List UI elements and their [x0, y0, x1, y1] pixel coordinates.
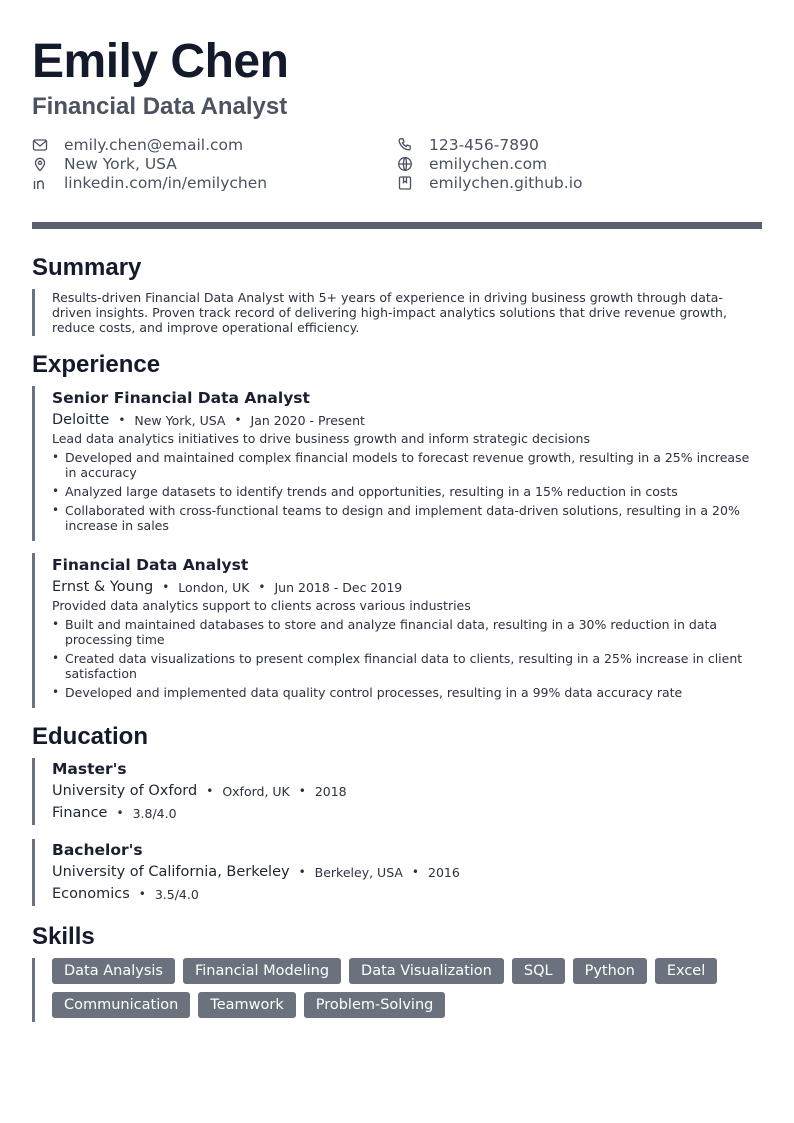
job-bullets: [52, 450, 762, 533]
job-meta: [52, 577, 762, 597]
education-entry: [32, 758, 762, 825]
field-of-study: Economics: [52, 886, 130, 902]
contact-website[interactable]: [397, 155, 762, 173]
header-divider: [32, 222, 762, 229]
job-bullet: • Created data visualizations to present complex financial data to clients, resulting in a 25% increase in client satisfaction: [52, 651, 762, 681]
candidate-name: Emily Chen: [32, 35, 289, 88]
skill-chip: Financial Modeling: [183, 958, 341, 984]
experience-section: [32, 350, 762, 708]
skill-chip: Python: [573, 958, 647, 984]
job-meta: [52, 410, 762, 430]
graduation-year: 2018: [314, 783, 347, 799]
skill-chip: Data Analysis: [52, 958, 175, 984]
job-bullet: • Built and maintained databases to store and analyze financial data, resulting in a 30% reduction in data processing time: [52, 617, 762, 647]
education-entry: [32, 839, 762, 906]
education-meta: [52, 781, 762, 801]
location-pin-icon: [32, 156, 48, 172]
job-location: New York, USA: [134, 412, 226, 428]
phone-icon: [397, 137, 413, 153]
skill-chip: Teamwork: [198, 992, 295, 1018]
resume-page: [32, 34, 762, 1022]
summary-block: [32, 289, 762, 336]
mail-icon: [32, 137, 48, 153]
job-bullet: • Developed and maintained complex financial models to forecast revenue growth, resulting in a 25% increase in accuracy: [52, 450, 762, 480]
degree: Bachelor's: [52, 841, 143, 859]
candidate-role: Financial Data Analyst: [32, 93, 288, 120]
skills-section: [32, 922, 762, 1022]
job-description: Provided data analytics support to clients across various industries: [52, 598, 471, 613]
education-field-meta: [52, 884, 762, 904]
education-meta: [52, 862, 762, 882]
skill-chip: Communication: [52, 992, 190, 1018]
job-bullet: • Developed and implemented data quality control processes, resulting in a 99% data accuracy rate: [52, 685, 762, 700]
contact-email[interactable]: [32, 136, 397, 154]
contact-github[interactable]: [397, 174, 762, 192]
school-name: University of Oxford: [52, 783, 198, 799]
separator-dot: •: [298, 784, 306, 798]
contact-phone-text: 123-456-7890: [429, 136, 539, 154]
contact-list: [32, 136, 762, 192]
job-bullet: • Collaborated with cross-functional teams to design and implement data-driven solutions, resulting in a 20% increase in sales: [52, 503, 762, 533]
separator-dot: •: [234, 413, 242, 427]
education-field-meta: [52, 803, 762, 823]
job-description: Lead data analytics initiatives to drive business growth and inform strategic decisions: [52, 431, 590, 446]
bookmark-icon: [397, 175, 413, 191]
degree: Master's: [52, 760, 127, 778]
job-location: London, UK: [178, 579, 250, 595]
job-dates: Jun 2018 - Dec 2019: [274, 579, 403, 595]
separator-dot: •: [298, 865, 306, 879]
contact-website-text: emilychen.com: [429, 155, 548, 173]
job-bullet: • Analyzed large datasets to identify trends and opportunities, resulting in a 15% reduction in costs: [52, 484, 762, 499]
job-title: Senior Financial Data Analyst: [52, 389, 310, 407]
skill-chip: Data Visualization: [349, 958, 504, 984]
summary-heading: Summary: [32, 254, 142, 281]
education-heading: Education: [32, 723, 149, 750]
school-name: University of California, Berkeley: [52, 864, 290, 880]
globe-icon: [397, 156, 413, 172]
job-company: Deloitte: [52, 412, 110, 428]
contact-github-text: emilychen.github.io: [429, 174, 583, 192]
contact-location-text: New York, USA: [64, 155, 177, 173]
summary-text: Results-driven Financial Data Analyst with 5+ years of experience in driving business growth through data-driven insights. Proven track record of delivering high-impact analytics solutions that drive revenue growth, reduce costs, and improve operational efficiency.: [52, 290, 727, 335]
skills-block: [32, 958, 762, 1022]
job-title: Financial Data Analyst: [52, 556, 249, 574]
separator-dot: •: [206, 784, 214, 798]
contact-location: [32, 155, 397, 173]
linkedin-icon: [32, 175, 48, 191]
field-of-study: Finance: [52, 805, 108, 821]
job-entry: [32, 553, 762, 708]
contact-email-text: emily.chen@email.com: [64, 136, 244, 154]
job-company: Ernst & Young: [52, 579, 154, 595]
separator-dot: •: [411, 865, 419, 879]
gpa: 3.5/4.0: [154, 886, 199, 902]
school-location: Oxford, UK: [222, 783, 290, 799]
separator-dot: •: [162, 580, 170, 594]
contact-phone[interactable]: [397, 136, 762, 154]
separator-dot: •: [258, 580, 266, 594]
graduation-year: 2016: [428, 864, 460, 880]
job-entry: [32, 386, 762, 541]
job-bullets: [52, 617, 762, 700]
school-location: Berkeley, USA: [314, 864, 403, 880]
skill-chip: SQL: [512, 958, 565, 984]
separator-dot: •: [118, 413, 126, 427]
experience-heading: Experience: [32, 351, 161, 378]
skills-list: [52, 958, 762, 1018]
skills-heading: Skills: [32, 923, 95, 950]
job-dates: Jan 2020 - Present: [250, 412, 365, 428]
contact-linkedin[interactable]: [32, 174, 397, 192]
separator-dot: •: [138, 887, 146, 901]
separator-dot: •: [116, 806, 124, 820]
education-section: [32, 722, 762, 906]
skill-chip: Problem-Solving: [304, 992, 446, 1018]
skill-chip: Excel: [655, 958, 717, 984]
summary-section: [32, 253, 762, 336]
gpa: 3.8/4.0: [132, 805, 177, 821]
contact-linkedin-text: linkedin.com/in/emilychen: [64, 174, 268, 192]
